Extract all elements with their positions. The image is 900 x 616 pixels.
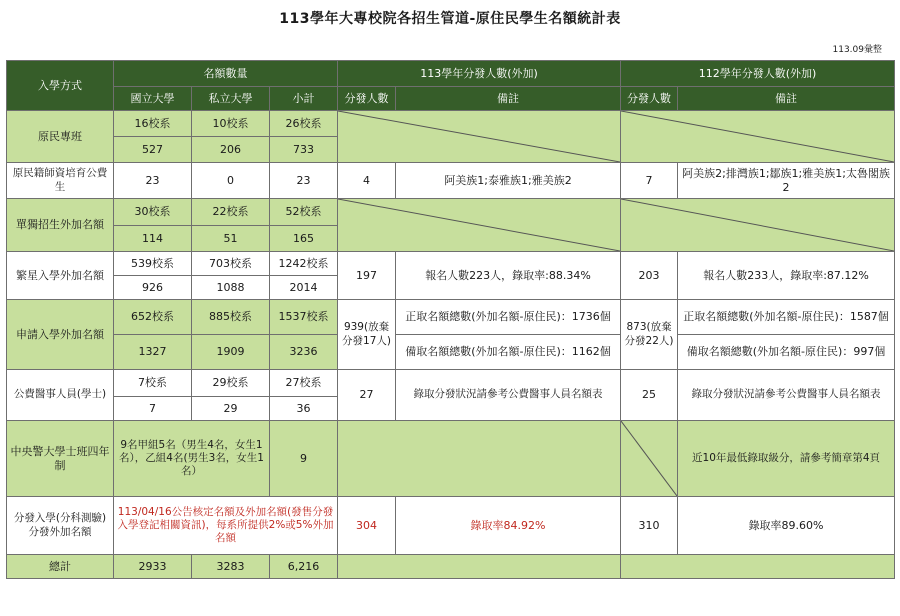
diagonal-empty-cell	[621, 199, 895, 252]
cell: 1088	[192, 276, 270, 300]
header-private: 私立大學	[192, 87, 270, 111]
cell: 3283	[192, 555, 270, 579]
header-method: 入學方式	[7, 61, 114, 111]
header-113: 113學年分發人數(外加)	[338, 61, 621, 87]
row-label: 分發入學(分科測驗)分發外加名額	[7, 497, 114, 555]
empty-cell	[338, 421, 621, 497]
row-label: 中央警大學士班四年制	[7, 421, 114, 497]
cell: 10校系	[192, 111, 270, 137]
cell: 733	[270, 137, 338, 163]
row-label: 總計	[7, 555, 114, 579]
empty-cell	[621, 555, 895, 579]
cell: 310	[621, 497, 678, 555]
remark-cell: 正取名額總數(外加名額-原住民)：1736個	[396, 300, 621, 335]
cell: 703校系	[192, 252, 270, 276]
cell: 51	[192, 226, 270, 252]
compiled-date: 113.09彙整	[832, 45, 882, 55]
header-row-2	[7, 87, 895, 111]
table-row	[7, 421, 895, 497]
cell: 25	[621, 370, 678, 421]
remark-cell: 備取名額總數(外加名額-原住民)：997個	[678, 335, 895, 370]
document-title: 113學年大專校院各招生管道-原住民學生名額統計表	[279, 11, 621, 27]
cell: 23	[270, 163, 338, 199]
cell: 7	[621, 163, 678, 199]
header-national: 國立大學	[114, 87, 192, 111]
table-row	[7, 252, 895, 276]
cell: 926	[114, 276, 192, 300]
cell: 197	[338, 252, 396, 300]
cell: 9	[270, 421, 338, 497]
cell: 304	[338, 497, 396, 555]
row-label: 原民籍師資培育公費生	[7, 163, 114, 199]
cell: 3236	[270, 335, 338, 370]
diagonal-empty-cell	[338, 111, 621, 163]
cell: 27	[338, 370, 396, 421]
quota-statistics-table	[6, 60, 895, 579]
cell: 52校系	[270, 199, 338, 226]
cell: 29	[192, 397, 270, 421]
remark-cell: 近10年最低錄取級分，請參考簡章第4頁	[678, 421, 895, 497]
cell: 1327	[114, 335, 192, 370]
table-row	[7, 335, 895, 370]
diagonal-empty-cell	[338, 199, 621, 252]
red-note-cell: 113/04/16公告核定名額及外加名額(發售分發入學登記相關資訊)，每系所提供2%或5%外加名額	[114, 497, 338, 555]
remark-cell: 錄取率89.60%	[678, 497, 895, 555]
cell: 2014	[270, 276, 338, 300]
remark-cell: 正取名額總數(外加名額-原住民)：1587個	[678, 300, 895, 335]
cell: 7校系	[114, 370, 192, 397]
header-dist-112: 分發人數	[621, 87, 678, 111]
cell: 9名甲組5名（男生4名，女生1名），乙組4名(男生3名，女生1名）	[114, 421, 270, 497]
cell: 27校系	[270, 370, 338, 397]
cell: 114	[114, 226, 192, 252]
cell: 539校系	[114, 252, 192, 276]
cell: 652校系	[114, 300, 192, 335]
header-remark-113: 備註	[396, 87, 621, 111]
header-quota: 名額數量	[114, 61, 338, 87]
cell: 939(放棄分發17人)	[338, 300, 396, 370]
remark-cell: 錄取分發狀況請參考公費醫事人員名額表	[396, 370, 621, 421]
remark-cell: 報名人數223人，錄取率:88.34%	[396, 252, 621, 300]
remark-cell: 報名人數233人，錄取率:87.12%	[678, 252, 895, 300]
remark-cell: 阿美族1;泰雅族1;雅美族2	[396, 163, 621, 199]
header-dist-113: 分發人數	[338, 87, 396, 111]
cell: 30校系	[114, 199, 192, 226]
total-row	[7, 555, 895, 579]
cell: 873(放棄分發22人)	[621, 300, 678, 370]
cell: 26校系	[270, 111, 338, 137]
row-label: 繁星入學外加名額	[7, 252, 114, 300]
cell: 165	[270, 226, 338, 252]
diagonal-empty-cell	[621, 111, 895, 163]
cell: 2933	[114, 555, 192, 579]
cell: 1909	[192, 335, 270, 370]
row-label: 原民專班	[7, 111, 114, 163]
cell: 203	[621, 252, 678, 300]
header-112: 112學年分發人數(外加)	[621, 61, 895, 87]
remark-cell: 錄取分發狀況請參考公費醫事人員名額表	[678, 370, 895, 421]
remark-cell: 阿美族2;排灣族1;鄒族1;雅美族1;太魯閣族2	[678, 163, 895, 199]
cell: 527	[114, 137, 192, 163]
cell: 4	[338, 163, 396, 199]
remark-cell: 備取名額總數(外加名額-原住民)：1162個	[396, 335, 621, 370]
cell: 0	[192, 163, 270, 199]
cell: 1242校系	[270, 252, 338, 276]
remark-cell: 錄取率84.92%	[396, 497, 621, 555]
cell: 23	[114, 163, 192, 199]
table-row	[7, 370, 895, 397]
table-row	[7, 163, 895, 199]
table-row	[7, 199, 895, 226]
table-row	[7, 111, 895, 137]
cell: 16校系	[114, 111, 192, 137]
table-row	[7, 497, 895, 555]
cell: 29校系	[192, 370, 270, 397]
cell: 36	[270, 397, 338, 421]
row-label: 申請入學外加名額	[7, 300, 114, 370]
header-remark-112: 備註	[678, 87, 895, 111]
cell: 206	[192, 137, 270, 163]
cell: 6,216	[270, 555, 338, 579]
cell: 7	[114, 397, 192, 421]
row-label: 單獨招生外加名額	[7, 199, 114, 252]
empty-cell	[338, 555, 621, 579]
cell: 22校系	[192, 199, 270, 226]
cell: 885校系	[192, 300, 270, 335]
diagonal-empty-cell	[621, 421, 678, 497]
table-row	[7, 300, 895, 335]
cell: 1537校系	[270, 300, 338, 335]
header-row-1	[7, 61, 895, 87]
header-subtotal: 小計	[270, 87, 338, 111]
row-label: 公費醫事人員(學士)	[7, 370, 114, 421]
